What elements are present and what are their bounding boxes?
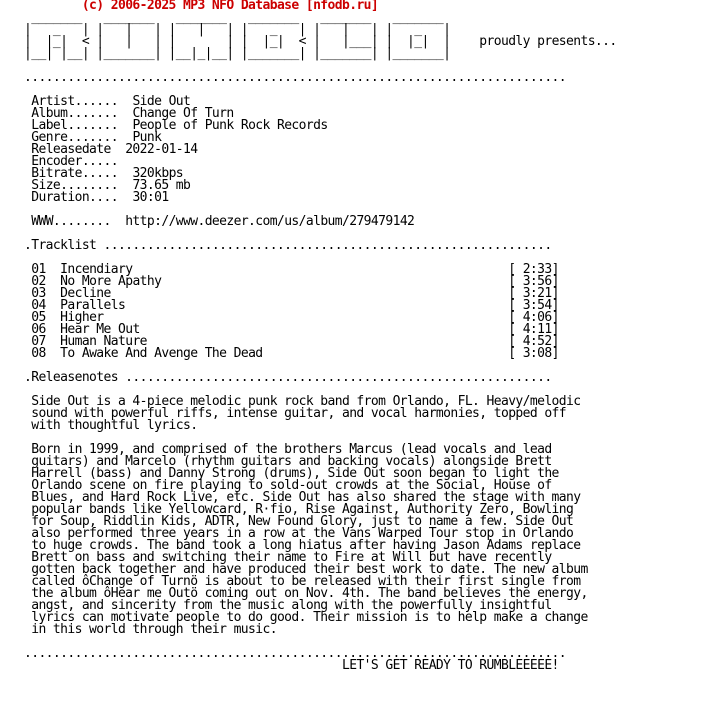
release-note-line xyxy=(24,420,617,432)
release-note-text: called ôChange of Turnö is about to be released with their first single from xyxy=(31,574,581,589)
track-title: No More Apathy xyxy=(60,274,162,289)
info-value: 2022-01-14 xyxy=(125,142,198,157)
track-duration: [ 3:56] xyxy=(508,274,559,289)
release-note-text: sound with powerful riffs, intense guitar, and vocal harmonies, topped off xyxy=(31,406,567,421)
release-note-text: for Soup, Riddlin Kids, ADTR, New Found Glory, just to name a few. Side Out xyxy=(31,514,574,529)
track-number: 04 xyxy=(31,298,46,313)
info-label: Album....... xyxy=(31,106,118,121)
info-label: Bitrate..... xyxy=(31,166,118,181)
www-link: http://www.deezer.com/us/album/279479142 xyxy=(125,214,415,229)
logo-art-row: |__| |__| |_______| |__|_|__| |_______| |_______| |_______| xyxy=(24,46,451,61)
logo-art-row: | |_| < | | | | | | |_| < | |___| | |_| | xyxy=(24,34,451,49)
releasenotes-heading: .Releasenotes ........................................................... xyxy=(24,370,552,385)
info-label: Label....... xyxy=(31,118,118,133)
info-row xyxy=(24,192,617,204)
release-note-text: Brett on bass and switching their name to Fire at Will but have recently xyxy=(31,550,552,565)
info-label: Duration.... xyxy=(31,190,118,205)
footer-line xyxy=(24,660,617,672)
track-number: 07 xyxy=(31,334,46,349)
track-number: 05 xyxy=(31,310,46,325)
track-duration: [ 4:11] xyxy=(508,322,559,337)
release-note-text: the album ôHear me Outö coming out on Nov. 4th. The band believes the energy, xyxy=(31,586,588,601)
track-duration: [ 4:06] xyxy=(508,310,559,325)
release-note-text: popular bands like Yellowcard, R·fio, Rise Against, Authority Zero, Bowling xyxy=(31,502,574,517)
logo-art-row: | _ | | | | | | | | _ | | | | | _ | xyxy=(24,22,451,37)
info-label: Size........ xyxy=(31,178,118,193)
divider-rule: ........................................................................... xyxy=(24,646,567,661)
info-row-www xyxy=(24,216,617,228)
info-label: Releasedate xyxy=(31,142,111,157)
track-number: 03 xyxy=(31,286,46,301)
track-title: Human Nature xyxy=(60,334,147,349)
copyright-text: (c) 2006-2025 MP3 NFO Database [nfodb.ru] xyxy=(81,0,379,13)
info-value: 30:01 xyxy=(132,190,169,205)
release-note-text: Orlando scene on fire playing to sold-out crowds at the Social, House of xyxy=(31,478,552,493)
info-label: Encoder..... xyxy=(31,154,118,169)
release-note-text: Born in 1999, and comprised of the brothers Marcus (lead vocals and lead xyxy=(31,442,552,457)
release-note-text: Side Out is a 4-piece melodic punk rock band from Orlando, FL. Heavy/melodic xyxy=(31,394,581,409)
info-value: Punk xyxy=(132,130,162,145)
release-note-text: to huge crowds. The band took a long hiatus after having Jason Adams replace xyxy=(31,538,581,553)
track-title: Decline xyxy=(60,286,111,301)
release-note-text: gotten back together and have produced their best work to date. The new album xyxy=(31,562,588,577)
track-title: Higher xyxy=(60,310,104,325)
release-note-text: Blues, and Hard Rock Live, etc. Side Out has also shared the stage with many xyxy=(31,490,581,505)
release-note-text: angst, and sincerity from the music along with the powerfully insightful xyxy=(31,598,552,613)
release-note-text: with thoughtful lyrics. xyxy=(31,418,198,433)
track-number: 02 xyxy=(31,274,46,289)
track-title: Hear Me Out xyxy=(60,322,140,337)
track-title: Parallels xyxy=(60,298,126,313)
info-value: Side Out xyxy=(132,94,191,109)
info-label: Genre....... xyxy=(31,130,118,145)
tracklist-heading: .Tracklist .............................................................. xyxy=(24,238,552,253)
info-value: 73.65 mb xyxy=(132,178,191,193)
track-title: To Awake And Avenge The Dead xyxy=(60,346,263,361)
release-note-text: Harrell (bass) and Danny Strong (drums), Side Out soon began to light the xyxy=(31,466,559,481)
presents-text: proudly presents... xyxy=(479,34,617,49)
track-duration: [ 3:08] xyxy=(508,346,559,361)
release-note-text: also performed three years in a row at the Vans Warped Tour stop in Orlando xyxy=(31,526,574,541)
info-value: 320kbps xyxy=(132,166,184,181)
track-number: 06 xyxy=(31,322,46,337)
logo-art-row: _______ _______ _______ _______ _______ _______ xyxy=(24,10,444,25)
track-duration: [ 4:52] xyxy=(508,334,559,349)
divider-rule: ........................................................................... xyxy=(24,70,567,85)
release-note-line xyxy=(24,624,617,636)
logo-art xyxy=(24,48,617,60)
track-number: 08 xyxy=(31,346,46,361)
release-note-text: guitars) and Marcelo (rhythm guitars and backing vocals) alongside Brett xyxy=(31,454,552,469)
track-title: Incendiary xyxy=(60,262,133,277)
info-value: People of Punk Rock Records xyxy=(132,118,328,133)
footer-text: LET'S GET READY TO RUMBLEEEEE! xyxy=(341,658,559,673)
track-duration: [ 2:33] xyxy=(508,262,559,277)
track-number: 01 xyxy=(31,262,46,277)
info-label: WWW........ xyxy=(31,214,111,229)
track-row xyxy=(24,348,617,360)
track-duration: [ 3:54] xyxy=(508,298,559,313)
track-duration: [ 3:21] xyxy=(508,286,559,301)
info-label: Artist...... xyxy=(31,94,118,109)
release-note-text: in this world through their music. xyxy=(31,622,277,637)
info-value: Change Of Turn xyxy=(132,106,234,121)
release-note-text: lyrics can motivate people to do good. Their mission is to help make a change xyxy=(31,610,588,625)
